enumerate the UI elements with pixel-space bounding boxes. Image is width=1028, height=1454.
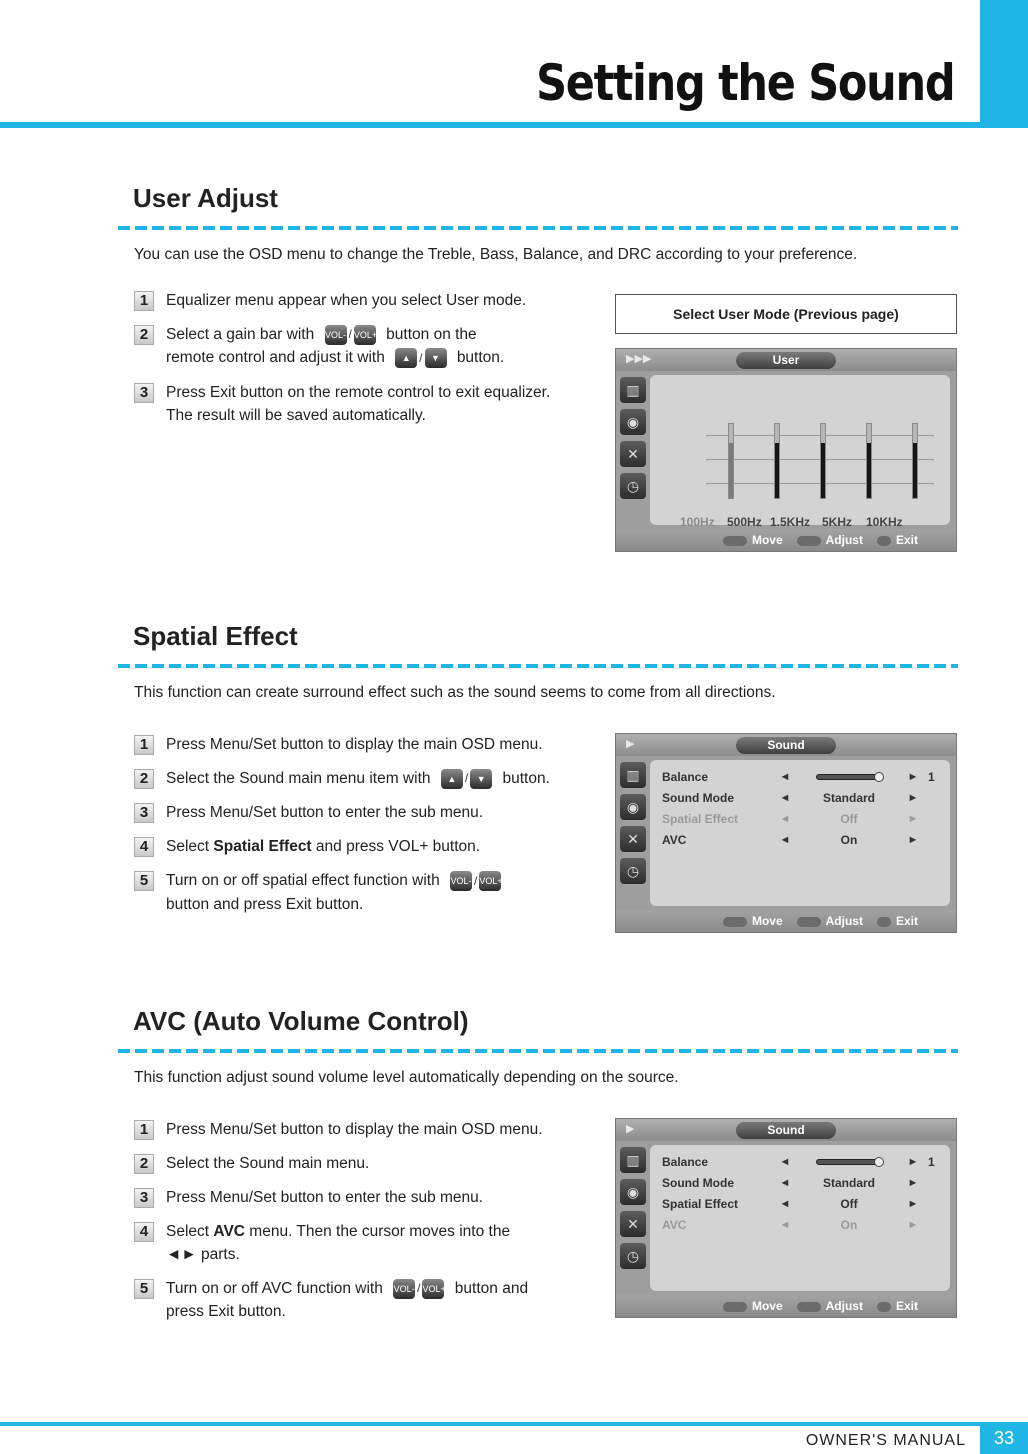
updown-icon (797, 536, 821, 546)
sound-menu-icon: ◉ (620, 794, 646, 820)
page-number: 33 (980, 1422, 1028, 1454)
osd-caption: Select User Mode (Previous page) (615, 294, 957, 334)
section-spatial-effect (118, 621, 958, 702)
up-arrow-icon: ▲ (395, 348, 417, 368)
equalizer (650, 375, 950, 529)
step-text: ◄► parts. (166, 1246, 240, 1263)
leftright-icon (723, 536, 747, 546)
step-text: Select a gain bar with (166, 326, 315, 343)
setup-menu-icon: ✕ (620, 441, 646, 467)
osd-footer (616, 529, 956, 551)
vol-button-pair: VOL- / VOL+ (393, 1277, 444, 1300)
right-arrow-icon: ► (907, 833, 919, 846)
dashed-divider (118, 664, 958, 668)
eq-fill (821, 443, 825, 499)
section-intro: You can use the OSD menu to change the Treble, Bass, Balance, and DRC according to your preference. (134, 246, 858, 263)
eq-label: 100Hz (680, 515, 715, 529)
eq-label: 5KHz (822, 515, 853, 529)
left-arrow-icon: ◄ (779, 812, 791, 825)
eq-fill (913, 443, 917, 499)
slider-knob (874, 1157, 884, 1167)
exit-icon (877, 536, 891, 546)
step-number: 1 (134, 1120, 154, 1140)
step-2 (134, 1152, 574, 1175)
row-value: Standard (822, 1175, 875, 1190)
step-text: Equalizer menu appear when you select User mode. (166, 292, 527, 309)
osd-row-sound-mode[interactable] (650, 1172, 950, 1193)
page-title: Setting the Sound (535, 54, 954, 112)
eq-fill (729, 443, 733, 499)
time-menu-icon: ◷ (620, 473, 646, 499)
osd-row-balance[interactable] (650, 766, 950, 787)
eq-label: 500Hz (727, 515, 762, 529)
osd-row-avc[interactable] (650, 829, 950, 850)
sound-menu-icon: ◉ (620, 409, 646, 435)
down-arrow-icon: ▼ (470, 769, 492, 789)
osd-adjust-hint: Adjust (797, 1299, 863, 1313)
step-text: button and (454, 1280, 529, 1297)
eq-bar-1-5khz[interactable] (820, 423, 826, 499)
header-rule (0, 122, 1028, 128)
row-label: Sound Mode (662, 790, 734, 805)
osd-adjust-hint: Adjust (797, 914, 863, 928)
section-heading: Spatial Effect (133, 621, 298, 651)
step-1 (134, 289, 574, 312)
steps-avc (134, 1118, 574, 1323)
osd-breadcrumb-icon: ▶ (626, 1123, 635, 1135)
step-3 (134, 381, 574, 427)
section-heading: User Adjust (133, 183, 278, 213)
step-3 (134, 1186, 574, 1209)
row-label: Balance (662, 769, 709, 784)
section-avc (118, 1006, 958, 1087)
row-label: AVC (662, 832, 687, 847)
vol-plus-icon: VOL+ (479, 871, 501, 891)
eq-label: 10KHz (866, 515, 903, 529)
sound-menu-icon: ◉ (620, 1179, 646, 1205)
vol-button-pair: VOL- / VOL+ (450, 870, 501, 893)
step-3 (134, 801, 574, 824)
setup-menu-icon: ✕ (620, 1211, 646, 1237)
osd-row-avc[interactable] (650, 1214, 950, 1235)
step-text: button on the (386, 326, 477, 343)
left-arrow-icon: ◄ (779, 770, 791, 783)
slider-knob (874, 772, 884, 782)
right-arrow-icon: ► (907, 1155, 919, 1168)
step-2 (134, 767, 574, 790)
section-user-adjust (118, 183, 958, 264)
footer-label: OWNER'S MANUAL (805, 1432, 966, 1449)
steps-spatial-effect (134, 733, 574, 916)
step-number: 4 (134, 1222, 154, 1242)
picture-menu-icon: ▥ (620, 762, 646, 788)
picture-menu-icon: ▥ (620, 1147, 646, 1173)
row-label: Spatial Effect (662, 1196, 739, 1211)
dashed-divider (118, 1049, 958, 1053)
step-text: Press Menu/Set button to enter the sub menu. (166, 804, 484, 822)
step-text: Select the Sound main menu. (166, 1155, 370, 1172)
step-text: button and press Exit button. (166, 895, 364, 913)
step-text: Press Exit button on the remote control to exit equalizer. (166, 383, 551, 401)
section-heading: AVC (Auto Volume Control) (133, 1006, 469, 1036)
exit-icon (877, 917, 891, 927)
row-label: Sound Mode (662, 1175, 734, 1190)
row-value: On (840, 1217, 858, 1232)
right-arrow-icon: ► (907, 812, 919, 825)
osd-breadcrumb-icon: ▶ (626, 738, 635, 750)
step-text: The result will be saved automatically. (166, 406, 426, 424)
steps-user-adjust (134, 289, 574, 427)
step-number: 2 (134, 769, 154, 789)
time-menu-icon: ◷ (620, 858, 646, 884)
osd-sound-avc (615, 1118, 957, 1318)
step-text: remote control and adjust it with (166, 349, 385, 367)
osd-sound-spatial (615, 733, 957, 933)
eq-label: 1.5KHz (770, 515, 811, 529)
osd-footer (616, 910, 956, 932)
osd-exit-hint: Exit (877, 914, 918, 928)
left-arrow-icon: ◄ (779, 791, 791, 804)
vol-minus-icon: VOL- (450, 871, 472, 891)
footer-rule (0, 1422, 1028, 1426)
osd-title: User (736, 352, 836, 369)
updown-icon (723, 917, 747, 927)
section-intro: This function adjust sound volume level automatically depending on the source. (134, 1069, 679, 1086)
right-arrow-icon: ► (907, 770, 919, 783)
eq-fill (867, 443, 871, 499)
step-4 (134, 835, 574, 858)
osd-row-spatial-effect[interactable] (650, 808, 950, 829)
right-arrow-icon: ► (907, 1218, 919, 1231)
vol-plus-icon: VOL+ (422, 1279, 444, 1299)
step-5 (134, 869, 574, 915)
updown-button-pair: ▲ / ▼ (441, 767, 492, 790)
right-arrow-icon: ► (907, 791, 919, 804)
eq-bar-500hz[interactable] (774, 423, 780, 499)
eq-fill (775, 443, 779, 499)
eq-bar-10khz[interactable] (912, 423, 918, 499)
step-text: button. (456, 349, 505, 367)
step-text: Press Menu/Set button to enter the sub menu. (166, 1189, 484, 1206)
step-text: Select the Sound main menu item with (166, 770, 431, 787)
section-intro: This function can create surround effect such as the sound seems to come from all directions. (134, 684, 776, 701)
osd-row-sound-mode[interactable] (650, 787, 950, 808)
step-4 (134, 1220, 574, 1266)
row-label: Spatial Effect (662, 811, 739, 826)
osd-user-equalizer (615, 348, 957, 552)
updown-icon (723, 1302, 747, 1312)
row-value: Off (840, 1196, 858, 1211)
header-corner-block (980, 0, 1028, 128)
step-number: 4 (134, 837, 154, 857)
step-text: and press VOL+ button. (315, 838, 481, 856)
vol-plus-icon: VOL+ (354, 325, 376, 345)
balance-value: 1 (928, 769, 935, 784)
osd-move-hint: Move (723, 1299, 783, 1313)
osd-move-hint: Move (723, 533, 783, 547)
vol-minus-icon: VOL- (325, 325, 347, 345)
up-arrow-icon: ▲ (441, 769, 463, 789)
step-text: button. (502, 770, 550, 787)
step-text: Press Menu/Set button to display the main OSD menu. (166, 1121, 543, 1138)
setup-menu-icon: ✕ (620, 826, 646, 852)
step-number: 2 (134, 1154, 154, 1174)
osd-title: Sound (736, 737, 836, 754)
step-text: Select (166, 838, 210, 856)
osd-title: Sound (736, 1122, 836, 1139)
left-arrow-icon: ◄ (779, 1197, 791, 1210)
left-arrow-icon: ◄ (779, 1218, 791, 1231)
picture-menu-icon: ▥ (620, 377, 646, 403)
left-arrow-icon: ◄ (779, 1176, 791, 1189)
down-arrow-icon: ▼ (425, 348, 447, 368)
osd-row-balance[interactable] (650, 1151, 950, 1172)
step-2 (134, 323, 574, 370)
eq-bar-5khz[interactable] (866, 423, 872, 499)
row-label: AVC (662, 1217, 687, 1232)
step-number: 3 (134, 383, 154, 403)
osd-exit-hint: Exit (877, 533, 918, 547)
right-arrow-icon: ► (907, 1176, 919, 1189)
osd-adjust-hint: Adjust (797, 533, 863, 547)
step-1 (134, 733, 574, 756)
row-value: Standard (822, 790, 875, 805)
left-arrow-icon: ◄ (779, 1155, 791, 1168)
step-number: 5 (134, 871, 154, 891)
step-number: 3 (134, 803, 154, 823)
balance-value: 1 (928, 1154, 935, 1169)
row-label: Balance (662, 1154, 709, 1169)
step-text: Turn on or off AVC function with (166, 1280, 383, 1297)
osd-footer (616, 1295, 956, 1317)
step-number: 5 (134, 1279, 154, 1299)
dashed-divider (118, 226, 958, 230)
osd-move-hint: Move (723, 914, 783, 928)
step-number: 1 (134, 291, 154, 311)
right-arrow-icon: ► (907, 1197, 919, 1210)
leftright-icon (797, 1302, 821, 1312)
step-text: Press Menu/Set button to display the main OSD menu. (166, 736, 543, 753)
osd-row-spatial-effect[interactable] (650, 1193, 950, 1214)
row-value: Off (840, 811, 858, 826)
eq-bar-100hz[interactable] (728, 423, 734, 499)
updown-button-pair: ▲ / ▼ (395, 347, 446, 370)
vol-minus-icon: VOL- (393, 1279, 415, 1299)
step-1 (134, 1118, 574, 1141)
exit-icon (877, 1302, 891, 1312)
step-number: 3 (134, 1188, 154, 1208)
osd-exit-hint: Exit (877, 1299, 918, 1313)
step-text: menu. Then the cursor moves into the (249, 1223, 511, 1240)
step-text: Turn on or off spatial effect function with (166, 872, 440, 890)
step-number: 2 (134, 325, 154, 345)
leftright-icon (797, 917, 821, 927)
row-value: On (840, 832, 858, 847)
step-text: Select (166, 1223, 210, 1240)
osd-breadcrumb-icon: ▶▶▶ (626, 353, 652, 365)
step-number: 1 (134, 735, 154, 755)
step-text: press Exit button. (166, 1303, 286, 1321)
left-arrow-icon: ◄ (779, 833, 791, 846)
balance-slider[interactable] (816, 1159, 882, 1165)
time-menu-icon: ◷ (620, 1243, 646, 1269)
step-emphasis: Spatial Effect (213, 838, 312, 856)
step-5 (134, 1277, 574, 1323)
balance-slider[interactable] (816, 774, 882, 780)
step-emphasis: AVC (213, 1223, 245, 1240)
vol-button-pair: VOL- / VOL+ (325, 323, 376, 346)
